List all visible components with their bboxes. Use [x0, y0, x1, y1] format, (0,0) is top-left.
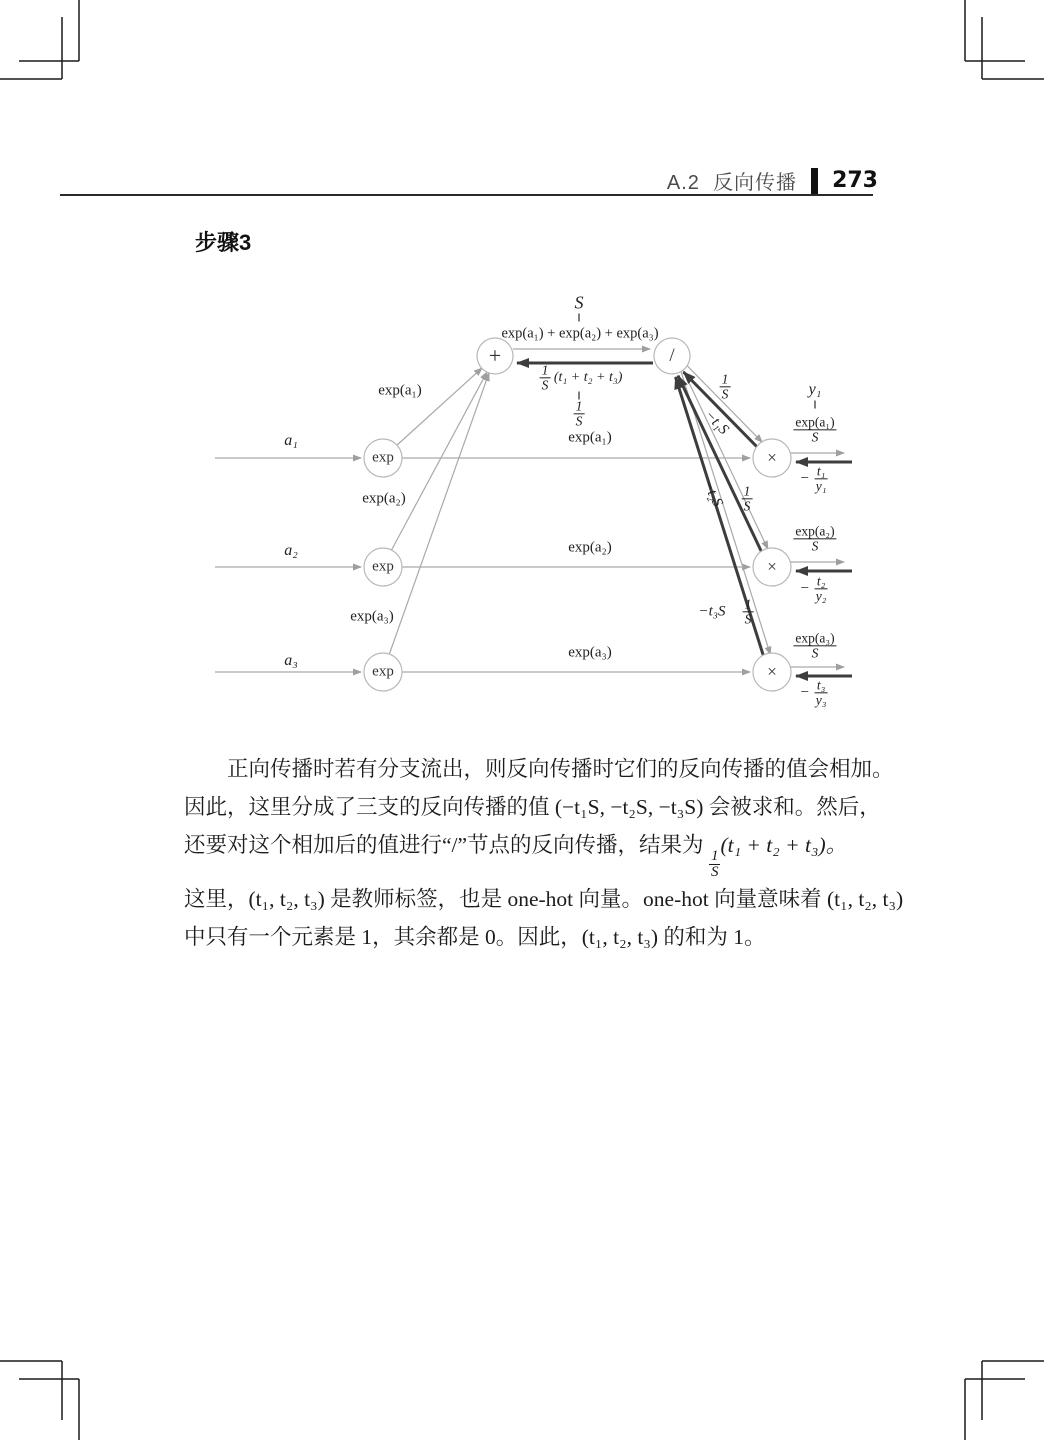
header-divider-bar [811, 168, 818, 194]
neg-t2s-label: −t₂S [699, 478, 726, 510]
exp2-line-label: exp(a₂) [568, 539, 612, 556]
paragraph-line-4: 这里，(t₁, t₂, t₃) 是教师标签，也是 one-hot 向量。one-hot 向量意味着 (t₁, t₂, t₃) [184, 887, 904, 911]
divide-node-label: / [669, 345, 675, 366]
softmax-out3-fraction: $\frac{\text{exp(a₃)}}{S}$ [795, 630, 835, 661]
inline-fraction: $\frac{1}{S}$ [710, 848, 719, 880]
equals-vertical-1: ‖ [577, 310, 581, 325]
one-over-s-branch1-label: $\frac{1}{S}$ [721, 371, 729, 402]
sum-symbol-label: S [574, 292, 584, 313]
page-number: 273 [832, 168, 878, 193]
exp1-node-label: exp [372, 449, 394, 466]
body-paragraph [184, 750, 904, 956]
input-a3-label: a₃ [284, 652, 298, 669]
backward-edges [517, 363, 852, 676]
paragraph-line-2: 因此，这里分成了三支的反向传播的值 (−t₁S, −t₂S, −t₃S) 会被求和。然后， [184, 795, 881, 819]
edge-mul2-back-to-div [678, 376, 762, 552]
paragraph-line-1: 正向传播时若有分支流出，则反向传播时它们的反向传播的值会相加。 [227, 757, 894, 781]
exp3-diagonal-label: exp(a₃) [350, 608, 394, 625]
edge-exp1-to-plus [396, 368, 482, 446]
plus-node-label: + [488, 343, 502, 368]
edge-exp3-to-plus [389, 373, 489, 655]
neg-t1s-label: −t₁S [701, 407, 732, 438]
back-grad1-label: − $\frac{\text{t₁}}{\text{y₁}}$ [799, 463, 827, 494]
input-a1-label: a₁ [284, 432, 298, 449]
softmax-out2-fraction: $\frac{\text{exp(a₂)}}{S}$ [795, 523, 835, 554]
exp2-diagonal-label: exp(a₂) [362, 490, 406, 507]
div-backprop-label: $\frac{1}{S}$ (t₁ + t₂ + t₃) [541, 362, 623, 393]
back-grad3-label: − $\frac{\text{t₃}}{\text{y₃}}$ [799, 677, 827, 708]
y1-output-label: y₁ [808, 381, 822, 398]
step-heading: 步骤3 [195, 230, 252, 255]
paragraph-line-5: 中只有一个元素是 1，其余都是 0。因此，(t₁, t₂, t₃) 的和为 1。 [184, 925, 766, 949]
header-rule [60, 194, 873, 196]
equals-vertical-y1: ‖ [813, 397, 817, 412]
exp2-node-label: exp [372, 558, 394, 575]
exp3-node-label: exp [372, 663, 394, 680]
header-section-title: A.2 反向传播 [666, 172, 798, 194]
back-grad2-label: − $\frac{\text{t₂}}{\text{y₂}}$ [799, 573, 827, 604]
one-over-s-branch3-label: $\frac{1}{S}$ [744, 596, 752, 627]
page-header [667, 166, 878, 195]
sum-expression-label: exp(a₁) + exp(a₂) + exp(a₃) [501, 325, 659, 342]
mul3-node-label: × [767, 662, 777, 681]
mul1-node-label: × [767, 448, 777, 467]
paragraph-line-3: 还要对这个相加后的值进行“/”节点的反向传播，结果为 $\frac{1}{S}$ (t₁ + t₂ + t₃)。 [184, 833, 848, 880]
exp1-line-label: exp(a₁) [568, 429, 612, 446]
neg-t3s-label: −t₃S [698, 603, 726, 620]
input-a2-label: a₂ [284, 542, 298, 559]
equals-vertical-2: ‖ [577, 388, 581, 403]
one-over-s-top-label: $\frac{1}{S}$ [575, 398, 583, 429]
mul2-node-label: × [767, 557, 777, 576]
one-over-s-branch2-label: $\frac{1}{S}$ [743, 483, 751, 514]
exp3-line-label: exp(a₃) [568, 644, 612, 661]
exp1-diagonal-label: exp(a₁) [378, 382, 422, 399]
softmax-out1-fraction: $\frac{\text{exp(a₁)}}{S}$ [795, 414, 835, 445]
